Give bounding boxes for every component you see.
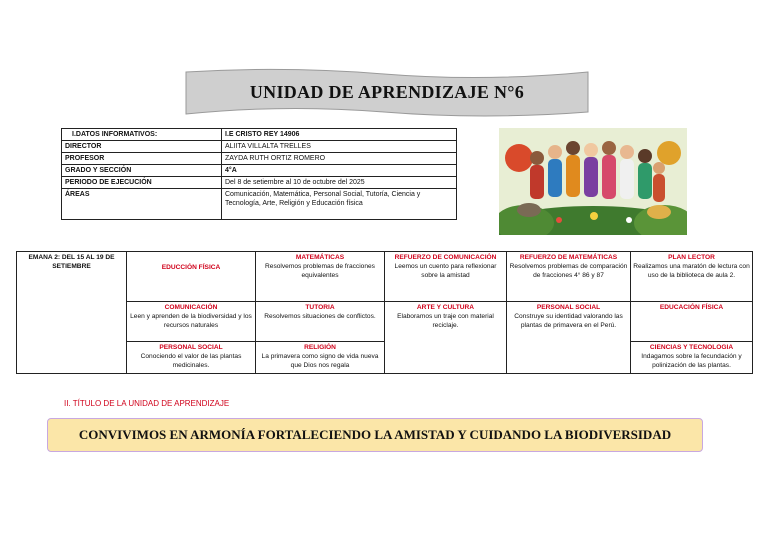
area-heading: PLAN LECTOR bbox=[668, 254, 715, 261]
director-value: ALIITA VILLALTA TRELLES bbox=[222, 141, 457, 153]
area-heading: ARTE Y CULTURA bbox=[416, 304, 475, 311]
schedule-cell bbox=[385, 252, 507, 302]
period-value: Del 8 de setiembre al 10 de octubre del 2025 bbox=[222, 177, 457, 189]
unit-title-box bbox=[47, 418, 703, 452]
schedule-cell bbox=[631, 342, 753, 374]
period-label: PERIODO DE EJECUCIÓN bbox=[62, 177, 222, 189]
activity-text: Indagamos sobre la fecundación y polinización de las plantas. bbox=[641, 353, 742, 369]
schedule-cell bbox=[631, 302, 753, 342]
info-table bbox=[61, 128, 457, 220]
grade-value: 4°A bbox=[222, 165, 457, 177]
teacher-label: PROFESOR bbox=[62, 153, 222, 165]
area-heading: CIENCIAS Y TECNOLOGIA bbox=[649, 344, 734, 351]
area-heading: REFUERZO DE COMUNICACIÓN bbox=[394, 254, 497, 261]
teacher-value: ZAYDA RUTH ORTIZ ROMERO bbox=[222, 153, 457, 165]
grade-label: GRADO Y SECCIÓN bbox=[62, 165, 222, 177]
area-heading: MATEMÁTICAS bbox=[295, 254, 345, 261]
areas-label: ÁREAS bbox=[62, 189, 222, 220]
area-heading: TUTORIA bbox=[305, 304, 335, 311]
schedule-cell bbox=[385, 302, 507, 374]
school-name: I.E CRISTO REY 14906 bbox=[222, 129, 457, 141]
activity-text: Conociendo el valor de las plantas medicinales. bbox=[140, 353, 242, 369]
biodiversity-illustration bbox=[499, 128, 687, 235]
unit-banner-title: UNIDAD DE APRENDIZAJE N°6 bbox=[249, 82, 525, 102]
area-heading: EDUCACIÓN FÍSICA bbox=[659, 304, 724, 311]
director-label: DIRECTOR bbox=[62, 141, 222, 153]
activity-text: Leemos un cuento para reflexionar sobre la amistad bbox=[394, 263, 497, 279]
section-2-heading: II. TÍTULO DE LA UNIDAD DE APRENDIZAJE bbox=[64, 399, 230, 408]
activity-text: Leen y aprenden de la biodiversidad y los recursos naturales bbox=[130, 313, 252, 329]
weekly-schedule-table bbox=[16, 251, 753, 374]
schedule-cell bbox=[256, 342, 385, 374]
schedule-cell bbox=[631, 252, 753, 302]
area-heading: REFUERZO DE MATEMÁTICAS bbox=[519, 254, 618, 261]
area-heading: EDUCCIÓN FÍSICA bbox=[161, 264, 221, 271]
schedule-cell bbox=[127, 342, 256, 374]
activity-text: Resolvemos problemas de fracciones equivalentes bbox=[265, 263, 375, 279]
info-header-label: I.DATOS INFORMATIVOS: bbox=[62, 129, 222, 141]
unit-title-text: CONVIVIMOS EN ARMONÍA FORTALECIENDO LA AMISTAD Y CUIDANDO LA BIODIVERSIDAD bbox=[78, 427, 672, 442]
area-heading: PERSONAL SOCIAL bbox=[159, 344, 223, 351]
activity-text: La primavera como signo de vida nueva que Dios nos regala bbox=[261, 353, 379, 369]
schedule-cell bbox=[127, 302, 256, 342]
area-heading: PERSONAL SOCIAL bbox=[536, 304, 601, 311]
schedule-cell bbox=[507, 252, 631, 302]
activity-text: Resolvemos problemas de comparación de fracciones 4° 86 y 87 bbox=[509, 263, 628, 279]
schedule-cell bbox=[256, 252, 385, 302]
activity-text: Elaboramos un traje con material reciclaje. bbox=[397, 313, 494, 329]
activity-text: Resolvemos situaciones de conflictos. bbox=[264, 313, 376, 320]
activity-text: Realizamos una maratón de lectura con uso de la biblioteca de aula 2. bbox=[633, 263, 750, 279]
schedule-cell bbox=[256, 302, 385, 342]
area-heading: RELIGIÓN bbox=[304, 344, 336, 351]
activity-text: Construye su identidad valorando las plantas de primavera en el Perú. bbox=[514, 313, 623, 329]
schedule-cell bbox=[507, 302, 631, 374]
area-heading: COMUNICACIÓN bbox=[164, 304, 218, 311]
schedule-cell bbox=[127, 252, 256, 302]
week-label: EMANA 2: DEL 15 AL 19 DE SETIEMBRE bbox=[17, 252, 127, 374]
areas-value: Comunicación, Matemática, Personal Social, Tutoría, Ciencia y Tecnología, Arte, Religión y Educación física bbox=[222, 189, 457, 220]
